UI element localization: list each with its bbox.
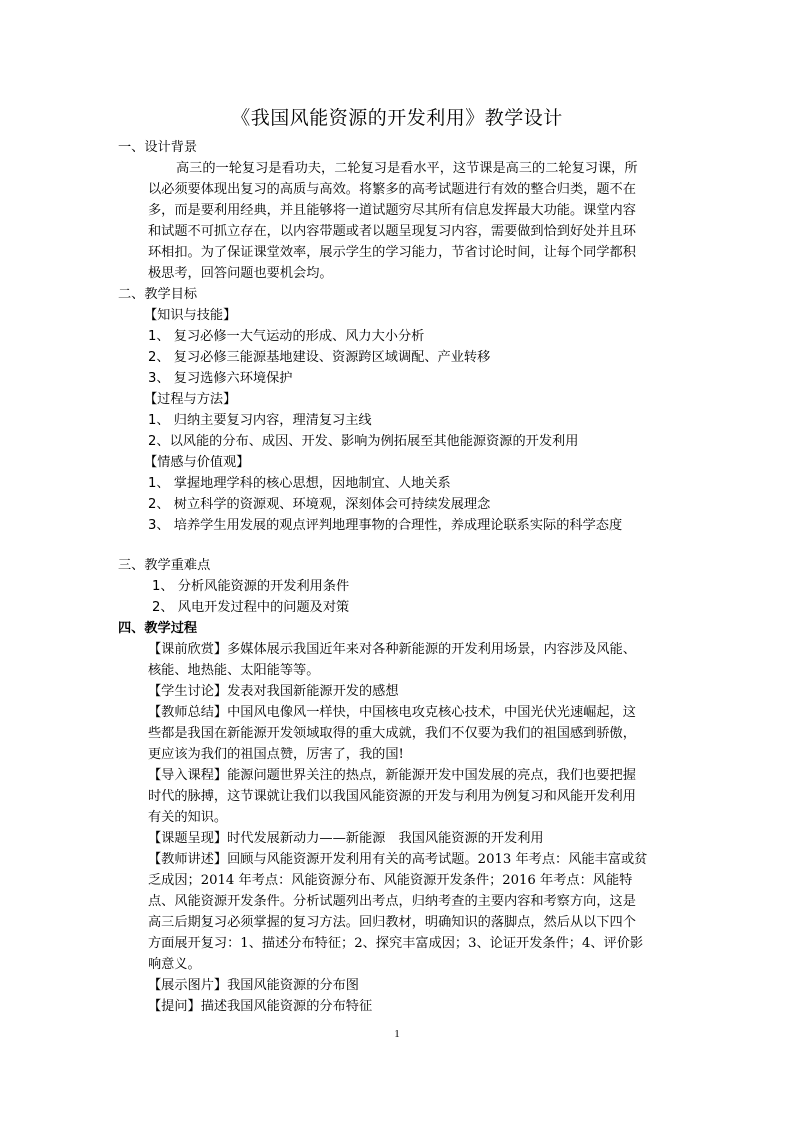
- s1-line: 环相扣。为了保证课堂效率，展示学生的学习能力，节省讨论时间，让每个同学都积: [148, 245, 636, 260]
- s2-subheading: 【过程与方法】: [144, 392, 237, 407]
- s4-line: 【展示图片】我国风能资源的分布图: [148, 978, 359, 993]
- s4-line: 响意义。: [148, 957, 201, 972]
- s4-line: 【课题呈现】时代发展新动力——新能源 我国风能资源的开发利用: [148, 831, 544, 846]
- s4-line: 【教师讲述】回顾与风能资源开发利用有关的高考试题。2013 年考点：风能丰富或贫: [148, 852, 648, 867]
- s2-item: 2、 复习必修三能源基地建设、资源跨区域调配、产业转移: [148, 350, 491, 365]
- s1-line: 和试题不可抓立存在，以内容带题或者以题呈现复习内容，需要做到恰到好处并且环: [148, 224, 636, 239]
- s1-line: 高三的一轮复习是看功夫，二轮复习是看水平，这节课是高三的二轮复习课，所: [176, 161, 638, 176]
- s3-item: 1、 分析风能资源的开发利用条件: [152, 579, 350, 594]
- s4-line: 【提问】描述我国风能资源的分布特征: [148, 999, 373, 1014]
- s2-item: 3、 复习选修六环境保护: [148, 371, 293, 386]
- s4-line: 【学生讨论】发表对我国新能源开发的感想: [148, 684, 399, 699]
- s2-item: 2、 树立科学的资源观、环境观，深刻体会可持续发展理念: [148, 497, 491, 512]
- s4-line: 更应该为我们的祖国点赞，厉害了，我的国!: [148, 747, 404, 762]
- section-4-heading: 四、教学过程: [118, 621, 198, 636]
- section-3-heading: 三、教学重难点: [118, 558, 211, 573]
- s1-line: 极思考，回答问题也要机会均。: [148, 266, 333, 281]
- s2-item: 1、 归纳主要复习内容，理清复习主线: [148, 413, 372, 428]
- s2-item: 1、 复习必修一大气运动的形成、风力大小分析: [148, 329, 425, 344]
- page-title: 《我国风能资源的开发利用》教学设计: [231, 107, 563, 129]
- page-number: 1: [394, 1028, 400, 1040]
- s4-line: 点、风能资源开发条件。分析试题列出考点，归纳考查的主要内容和考察方向，这是: [148, 894, 636, 909]
- s2-subheading: 【知识与技能】: [144, 308, 237, 323]
- s4-line: 方面展开复习：1、描述分布特征；2、探究丰富成因；3、论证开发条件；4、评价影: [148, 936, 644, 951]
- s2-item: 1、 掌握地理学科的核心思想，因地制宜、人地关系: [148, 476, 451, 491]
- s4-line: 乏成因；2014 年考点：风能资源分布、风能资源开发条件；2016 年考点：风能特: [148, 873, 633, 888]
- section-2-heading: 二、教学目标: [118, 287, 198, 302]
- s2-subheading: 【情感与价值观】: [144, 455, 250, 470]
- s4-line: 有关的知识。: [148, 810, 228, 825]
- s4-line: 高三后期复习必须掌握的复习方法。回归教材，明确知识的落脚点，然后从以下四个: [148, 915, 636, 930]
- s4-line: 些都是我国在新能源开发领域取得的重大成就，我们不仅要为我们的祖国感到骄傲，: [148, 726, 636, 741]
- s4-line: 【教师总结】中国风电像风一样快，中国核电攻克核心技术，中国光伏光速崛起，这: [148, 705, 636, 720]
- s2-item: 3、 培养学生用发展的观点评判地理事物的合理性，养成理论联系实际的科学态度: [148, 518, 623, 533]
- s1-line: 以必须要体现出复习的高质与高效。将繁多的高考试题进行有效的整合归类，题不在: [148, 182, 636, 197]
- s4-line: 【导入课程】能源问题世界关注的热点，新能源开发中国发展的亮点，我们也要把握: [148, 768, 636, 783]
- s3-item: 2、 风电开发过程中的问题及对策: [152, 600, 350, 615]
- section-1-heading: 一、设计背景: [118, 140, 198, 155]
- s1-line: 多，而是要利用经典，并且能够将一道试题穷尽其所有信息发挥最大功能。课堂内容: [148, 203, 636, 218]
- s4-line: 核能、地热能、太阳能等等。: [148, 663, 320, 678]
- s4-line: 【课前欣赏】多媒体展示我国近年来对各种新能源的开发利用场景，内容涉及风能、: [148, 642, 636, 657]
- s4-line: 时代的脉搏，这节课就让我们以我国风能资源的开发与利用为例复习和风能开发利用: [148, 789, 636, 804]
- s2-item: 2、以风能的分布、成因、开发、影响为例拓展至其他能源资源的开发利用: [148, 434, 579, 449]
